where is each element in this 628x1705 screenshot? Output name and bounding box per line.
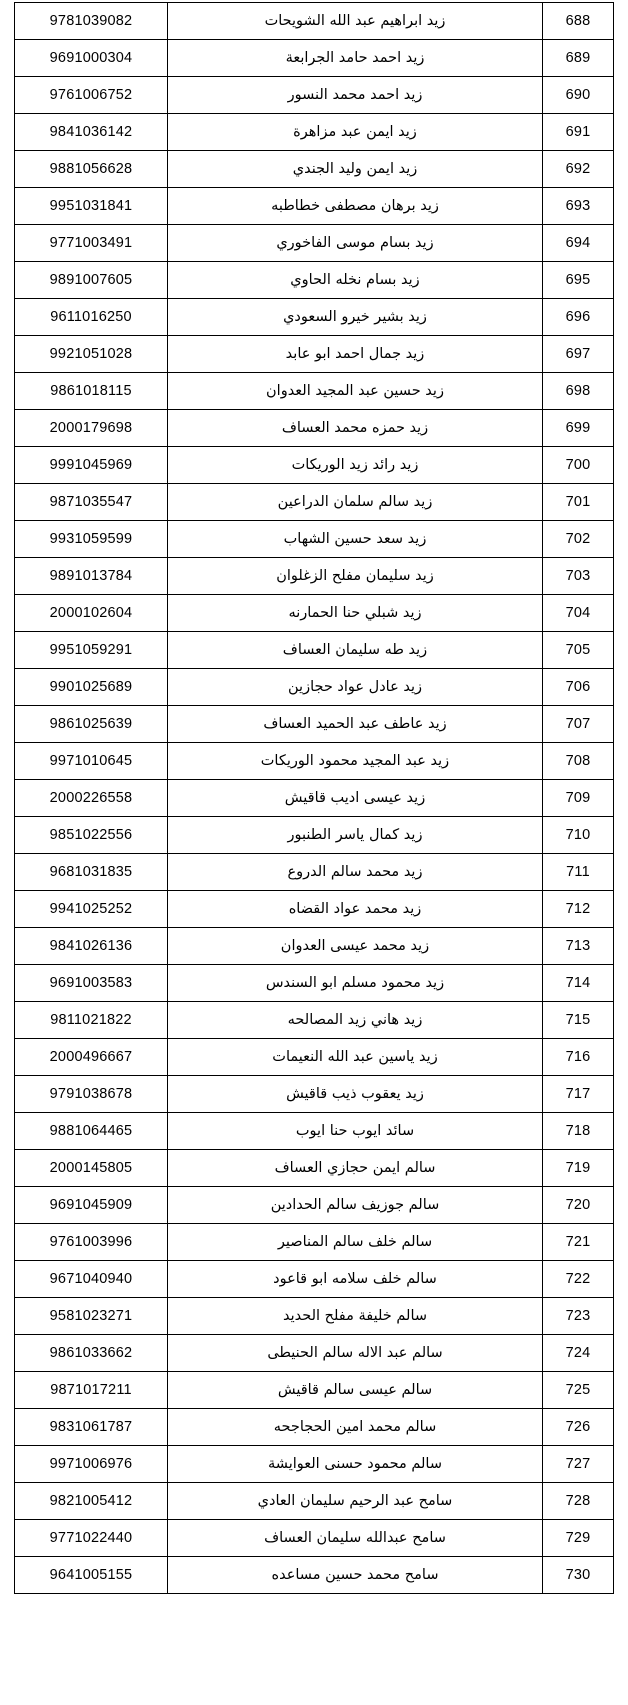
table-row — [15, 1446, 614, 1483]
person-name: زيد عاطف عبد الحميد العساف — [168, 706, 543, 743]
national-id: 9941025252 — [15, 891, 168, 928]
row-number: 723 — [543, 1298, 614, 1335]
table-row — [15, 225, 614, 262]
national-id: 2000102604 — [15, 595, 168, 632]
national-id: 9671040940 — [15, 1261, 168, 1298]
person-name: سالم عيسى سالم قاقيش — [168, 1372, 543, 1409]
national-id: 9901025689 — [15, 669, 168, 706]
person-name: سالم ايمن حجازي العساف — [168, 1150, 543, 1187]
person-name: سالم جوزيف سالم الحدادين — [168, 1187, 543, 1224]
person-name: زيد رائد زيد الوريكات — [168, 447, 543, 484]
row-number: 698 — [543, 373, 614, 410]
person-name: زيد عبد المجيد محمود الوريكات — [168, 743, 543, 780]
row-number: 704 — [543, 595, 614, 632]
national-id: 2000496667 — [15, 1039, 168, 1076]
row-number: 701 — [543, 484, 614, 521]
person-name: سالم عبد الاله سالم الحنيطى — [168, 1335, 543, 1372]
table-row — [15, 3, 614, 40]
row-number: 706 — [543, 669, 614, 706]
person-name: زيد ايمن عبد مزاهرة — [168, 114, 543, 151]
table-row — [15, 891, 614, 928]
national-id: 9851022556 — [15, 817, 168, 854]
row-number: 688 — [543, 3, 614, 40]
table-row — [15, 1187, 614, 1224]
person-name: زيد كمال ياسر الطنبور — [168, 817, 543, 854]
national-id: 9761003996 — [15, 1224, 168, 1261]
row-number: 699 — [543, 410, 614, 447]
table-row — [15, 521, 614, 558]
national-id: 9791038678 — [15, 1076, 168, 1113]
table-row — [15, 1113, 614, 1150]
table-row — [15, 188, 614, 225]
row-number: 690 — [543, 77, 614, 114]
row-number: 728 — [543, 1483, 614, 1520]
national-id: 2000226558 — [15, 780, 168, 817]
national-id: 9951059291 — [15, 632, 168, 669]
row-number: 713 — [543, 928, 614, 965]
row-number: 692 — [543, 151, 614, 188]
table-row — [15, 1261, 614, 1298]
table-row — [15, 336, 614, 373]
records-table — [14, 2, 614, 1594]
national-id: 9871035547 — [15, 484, 168, 521]
table-row — [15, 1483, 614, 1520]
national-id: 9951031841 — [15, 188, 168, 225]
national-id: 9611016250 — [15, 299, 168, 336]
person-name: زيد سعد حسين الشهاب — [168, 521, 543, 558]
row-number: 715 — [543, 1002, 614, 1039]
national-id: 9931059599 — [15, 521, 168, 558]
table-row — [15, 1557, 614, 1594]
row-number: 726 — [543, 1409, 614, 1446]
row-number: 708 — [543, 743, 614, 780]
row-number: 720 — [543, 1187, 614, 1224]
table-row — [15, 1002, 614, 1039]
table-row — [15, 854, 614, 891]
national-id: 9841036142 — [15, 114, 168, 151]
person-name: زيد حسين عبد المجيد العدوان — [168, 373, 543, 410]
row-number: 724 — [543, 1335, 614, 1372]
row-number: 702 — [543, 521, 614, 558]
national-id: 9771022440 — [15, 1520, 168, 1557]
table-row — [15, 817, 614, 854]
national-id: 9581023271 — [15, 1298, 168, 1335]
person-name: سائد ايوب حنا ايوب — [168, 1113, 543, 1150]
national-id: 9991045969 — [15, 447, 168, 484]
table-row — [15, 1224, 614, 1261]
table-row — [15, 484, 614, 521]
person-name: سالم خلف سالم المناصير — [168, 1224, 543, 1261]
row-number: 730 — [543, 1557, 614, 1594]
national-id: 9681031835 — [15, 854, 168, 891]
national-id: 9921051028 — [15, 336, 168, 373]
row-number: 710 — [543, 817, 614, 854]
person-name: سالم محمود حسنى العوايشة — [168, 1446, 543, 1483]
table-row — [15, 373, 614, 410]
person-name: زيد جمال احمد ابو عابد — [168, 336, 543, 373]
person-name: زيد احمد حامد الجرابعة — [168, 40, 543, 77]
row-number: 718 — [543, 1113, 614, 1150]
national-id: 9641005155 — [15, 1557, 168, 1594]
national-id: 9881056628 — [15, 151, 168, 188]
row-number: 717 — [543, 1076, 614, 1113]
row-number: 707 — [543, 706, 614, 743]
person-name: زيد برهان مصطفى خطاطبه — [168, 188, 543, 225]
table-row — [15, 928, 614, 965]
person-name: زيد بشير خيرو السعودي — [168, 299, 543, 336]
person-name: زيد ابراهيم عبد الله الشويحات — [168, 3, 543, 40]
person-name: زيد محمد سالم الدروع — [168, 854, 543, 891]
person-name: زيد بسام موسى الفاخوري — [168, 225, 543, 262]
table-row — [15, 77, 614, 114]
person-name: سامح محمد حسين مساعده — [168, 1557, 543, 1594]
row-number: 714 — [543, 965, 614, 1002]
row-number: 703 — [543, 558, 614, 595]
person-name: زيد ايمن وليد الجندي — [168, 151, 543, 188]
row-number: 696 — [543, 299, 614, 336]
row-number: 716 — [543, 1039, 614, 1076]
table-row — [15, 299, 614, 336]
national-id: 9841026136 — [15, 928, 168, 965]
row-number: 689 — [543, 40, 614, 77]
national-id: 9971010645 — [15, 743, 168, 780]
table-row — [15, 1520, 614, 1557]
national-id: 9891007605 — [15, 262, 168, 299]
person-name: زيد سالم سلمان الدراعين — [168, 484, 543, 521]
row-number: 709 — [543, 780, 614, 817]
row-number: 721 — [543, 1224, 614, 1261]
national-id: 9861033662 — [15, 1335, 168, 1372]
person-name: سامح عبد الرحيم سليمان العادي — [168, 1483, 543, 1520]
table-row — [15, 447, 614, 484]
person-name: زيد محمود مسلم ابو السندس — [168, 965, 543, 1002]
row-number: 719 — [543, 1150, 614, 1187]
table-row — [15, 114, 614, 151]
row-number: 697 — [543, 336, 614, 373]
row-number: 712 — [543, 891, 614, 928]
person-name: زيد شبلي حنا الحمارنه — [168, 595, 543, 632]
row-number: 700 — [543, 447, 614, 484]
table-row — [15, 1039, 614, 1076]
person-name: زيد يعقوب ذيب قاقيش — [168, 1076, 543, 1113]
national-id: 9781039082 — [15, 3, 168, 40]
row-number: 725 — [543, 1372, 614, 1409]
row-number: 727 — [543, 1446, 614, 1483]
table-row — [15, 743, 614, 780]
table-row — [15, 558, 614, 595]
row-number: 711 — [543, 854, 614, 891]
row-number: 694 — [543, 225, 614, 262]
national-id: 9771003491 — [15, 225, 168, 262]
national-id: 9691045909 — [15, 1187, 168, 1224]
national-id: 2000179698 — [15, 410, 168, 447]
person-name: سامح عبدالله سليمان العساف — [168, 1520, 543, 1557]
table-row — [15, 1076, 614, 1113]
person-name: سالم محمد امين الحجاجحه — [168, 1409, 543, 1446]
national-id: 9821005412 — [15, 1483, 168, 1520]
table-row — [15, 1409, 614, 1446]
national-id: 2000145805 — [15, 1150, 168, 1187]
table-row — [15, 780, 614, 817]
table-row — [15, 1335, 614, 1372]
row-number: 705 — [543, 632, 614, 669]
row-number: 729 — [543, 1520, 614, 1557]
national-id: 9891013784 — [15, 558, 168, 595]
table-row — [15, 669, 614, 706]
person-name: زيد سليمان مفلح الزغلوان — [168, 558, 543, 595]
national-id: 9871017211 — [15, 1372, 168, 1409]
national-id: 9691000304 — [15, 40, 168, 77]
table-row — [15, 1150, 614, 1187]
table-row — [15, 965, 614, 1002]
row-number: 691 — [543, 114, 614, 151]
person-name: زيد محمد عيسى العدوان — [168, 928, 543, 965]
table-row — [15, 1372, 614, 1409]
national-id: 9831061787 — [15, 1409, 168, 1446]
table-row — [15, 706, 614, 743]
person-name: زيد حمزه محمد العساف — [168, 410, 543, 447]
person-name: زيد عيسى اديب قاقيش — [168, 780, 543, 817]
table-row — [15, 262, 614, 299]
person-name: زيد طه سليمان العساف — [168, 632, 543, 669]
person-name: زيد بسام نخله الحاوي — [168, 262, 543, 299]
table-row — [15, 1298, 614, 1335]
table-row — [15, 151, 614, 188]
table-row — [15, 632, 614, 669]
row-number: 722 — [543, 1261, 614, 1298]
person-name: زيد ياسين عبد الله النعيمات — [168, 1039, 543, 1076]
person-name: سالم خليفة مفلح الحديد — [168, 1298, 543, 1335]
national-id: 9691003583 — [15, 965, 168, 1002]
national-id: 9971006976 — [15, 1446, 168, 1483]
table-row — [15, 410, 614, 447]
row-number: 693 — [543, 188, 614, 225]
records-table-body — [15, 3, 614, 1594]
person-name: سالم خلف سلامه ابو قاعود — [168, 1261, 543, 1298]
national-id: 9761006752 — [15, 77, 168, 114]
person-name: زيد هاني زيد المصالحه — [168, 1002, 543, 1039]
person-name: زيد عادل عواد حجازين — [168, 669, 543, 706]
person-name: زيد احمد محمد النسور — [168, 77, 543, 114]
table-row — [15, 595, 614, 632]
person-name: زيد محمد عواد القضاه — [168, 891, 543, 928]
national-id: 9861018115 — [15, 373, 168, 410]
table-row — [15, 40, 614, 77]
row-number: 695 — [543, 262, 614, 299]
national-id: 9811021822 — [15, 1002, 168, 1039]
national-id: 9881064465 — [15, 1113, 168, 1150]
national-id: 9861025639 — [15, 706, 168, 743]
